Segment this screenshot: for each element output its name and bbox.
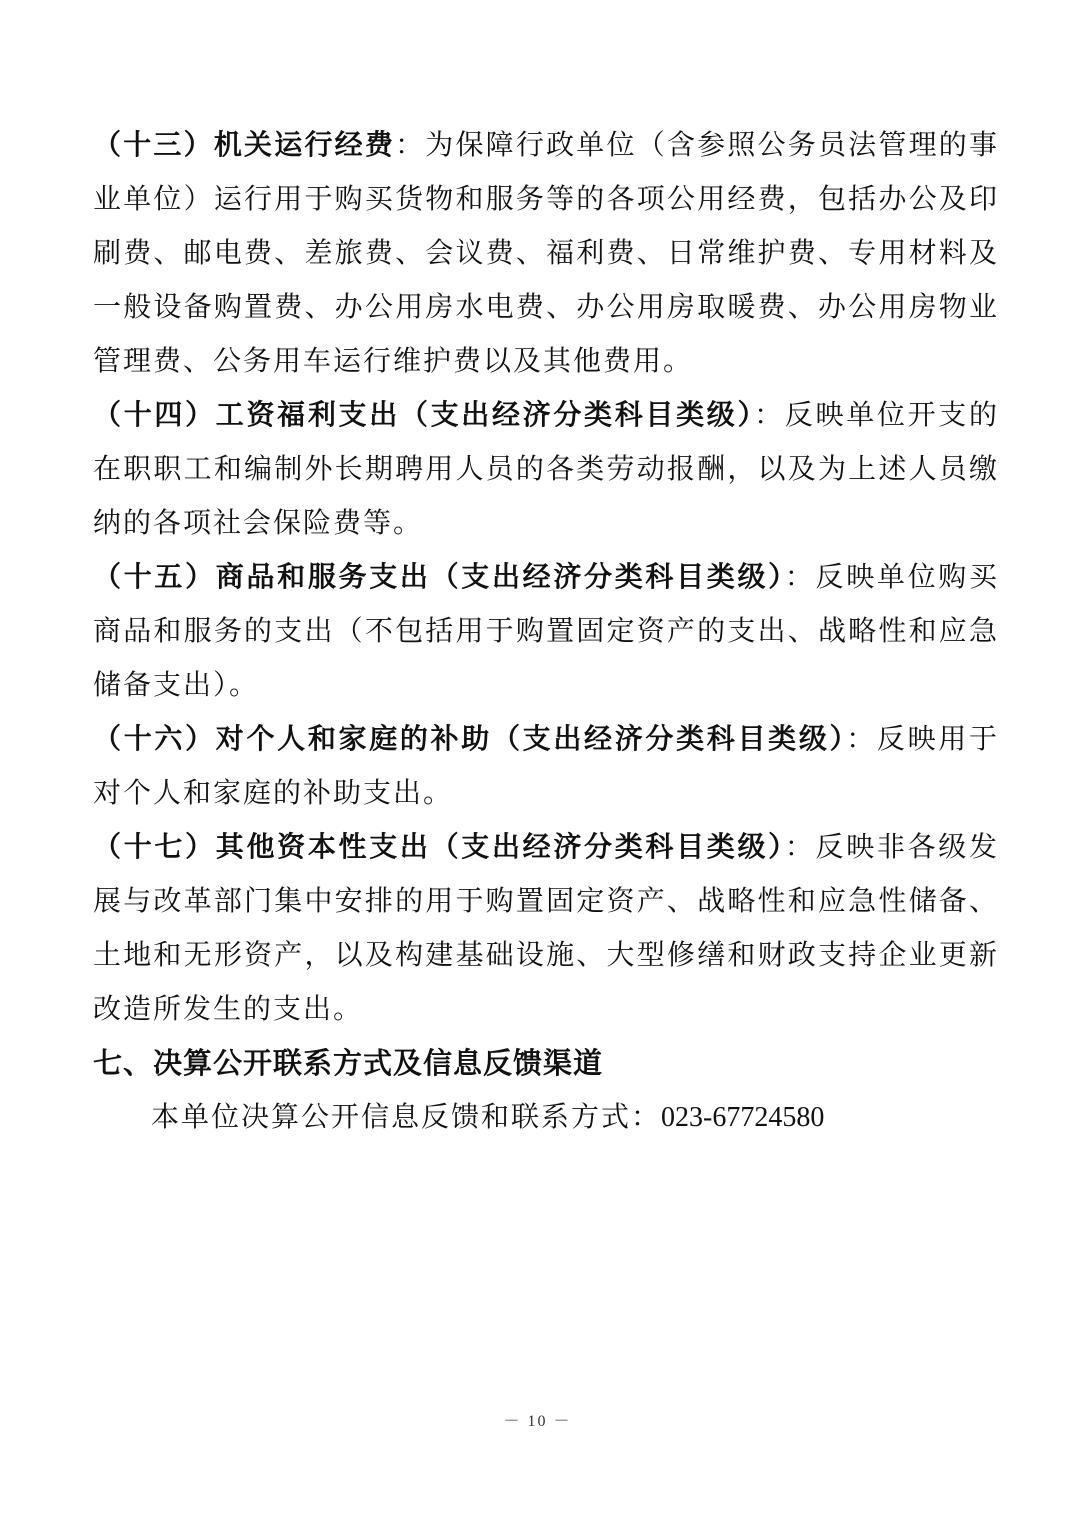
definition-term: （十七）其他资本性支出（支出经济分类科目类级） (93, 830, 785, 863)
contact-line (93, 1090, 999, 1145)
definition-term: （十三）机关运行经费 (93, 128, 396, 161)
definition-paragraph-16 (93, 712, 999, 820)
contact-label: 本单位决算公开信息反馈和联系方式： (151, 1100, 662, 1133)
section-heading: 七、决算公开联系方式及信息反馈渠道 (93, 1046, 604, 1080)
definition-paragraph-15 (93, 550, 999, 712)
definition-paragraph-14 (93, 388, 999, 550)
contact-phone: 023-67724580 (661, 1102, 825, 1133)
definition-body: ：反映单位购买商品和服务的支出（不包括用于购置固定资产的支出、战略性和应急储备支出）。 (93, 560, 999, 701)
definition-term: （十六）对个人和家庭的补助（支出经济分类科目类级） (93, 722, 847, 755)
definition-body: ：反映单位开支的在职职工和编制外长期聘用人员的各类劳动报酬，以及为上述人员缴纳的各项社会保险费等。 (93, 398, 999, 539)
definition-paragraph-17 (93, 820, 999, 1036)
page-number: － 10 － (503, 1413, 572, 1430)
page-content (93, 118, 999, 1145)
definition-body: ：反映用于对个人和家庭的补助支出。 (93, 722, 999, 809)
definition-body: ：反映非各级发展与改革部门集中安排的用于购置固定资产、战略性和应急性储备、土地和无形资产，以及构建基础设施、大型修缮和财政支持企业更新改造所发生的支出。 (93, 830, 999, 1025)
definition-paragraph-13 (93, 118, 999, 388)
definition-body: ：为保障行政单位（含参照公务员法管理的事业单位）运行用于购买货物和服务等的各项公用经费，包括办公及印刷费、邮电费、差旅费、会议费、福利费、日常维护费、专用材料及一般设备购置费、办公用房水电费、办公用房取暖费、办公用房物业管理费、公务用车运行维护费以及其他费用。 (93, 128, 999, 377)
definition-term: （十四）工资福利支出（支出经济分类科目类级） (93, 398, 755, 431)
definition-term: （十五）商品和服务支出（支出经济分类科目类级） (93, 560, 785, 593)
